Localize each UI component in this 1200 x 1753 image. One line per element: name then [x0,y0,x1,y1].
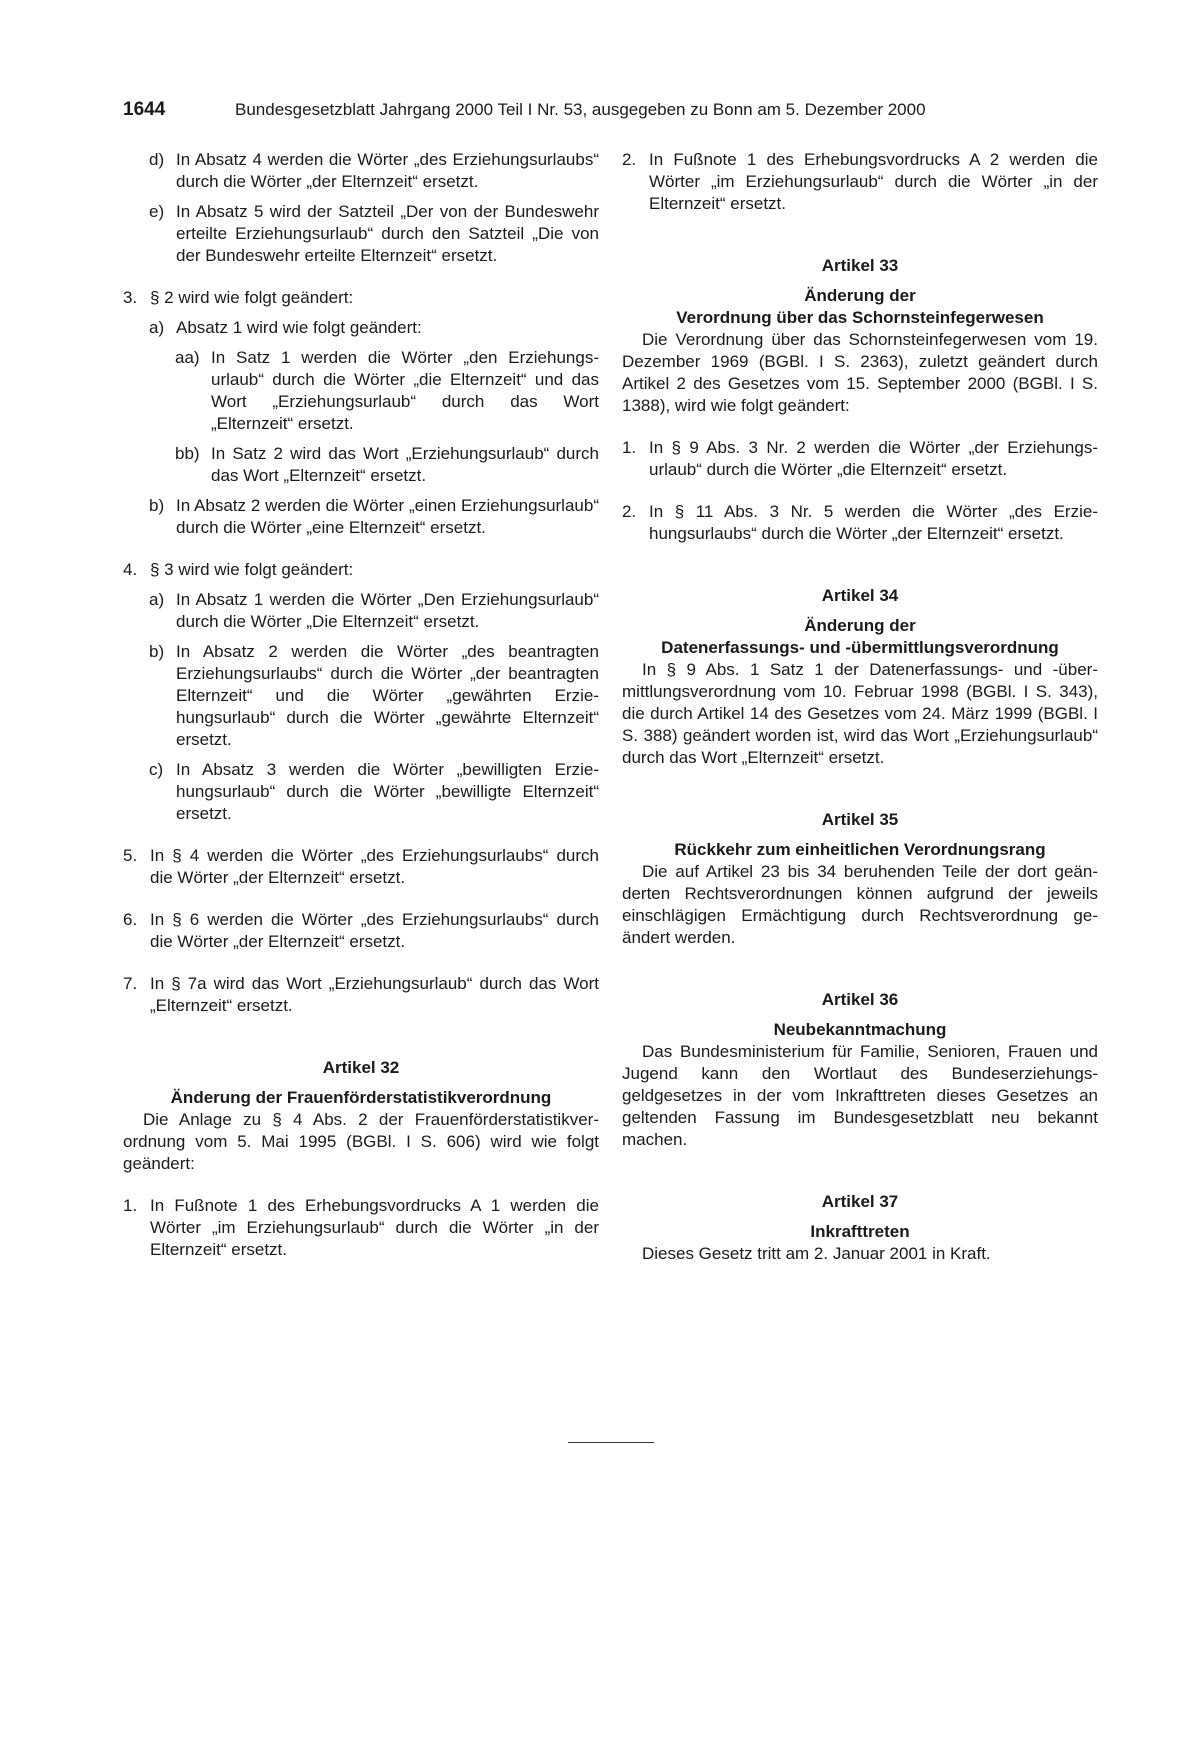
item-text: In Fußnote 1 des Erhebungsvordrucks A 2 werden die Wörter „im Erziehungsurlaub“ durch die Wörter „in der Elternzeit“ ersetzt. [649,150,1098,213]
item-text: In Absatz 2 werden die Wörter „einen Erziehungsurlaub“ durch die Wörter „eine Elternzeit“ ersetzt. [176,496,599,537]
article-heading: Artikel 36 [821,990,899,1009]
list-item [123,641,599,751]
item-text: In Absatz 1 werden die Wörter „Den Erziehungsurlaub“ durch die Wörter „Die Elternzeit“ ersetzt. [176,590,599,631]
list-item [622,437,1098,481]
article-paragraph: Die Verordnung über das Schornsteinfegerwesen vom 19. Dezember 1969 (BGBl. I S. 2363), zuletzt geändert durch Artikel 2 des Gesetzes vom 15. September 2000 (BGBl. I S. 1388), wird wie folgt geändert: [622,330,1098,415]
item-text: In Fußnote 1 des Erhebungsvordrucks A 1 werden die Wörter „im Erziehungsurlaub“ durch die Wörter „in der Elternzeit“ ersetzt. [150,1196,599,1259]
article-title: Änderung der Frauenförderstatistikverordnung [170,1088,552,1107]
list-item [123,317,599,339]
article-paragraph: Das Bundesministerium für Familie, Senioren, Frauen und Jugend kann den Wortlaut des Bundeserziehungsgeldgesetzes in der vom Inkrafttreten dieses Gesetzes an geltenden Fassung im Bundesgesetzblatt neu bekannt machen. [622,1042,1098,1149]
list-item [622,149,1098,215]
left-column [123,149,599,1261]
list-item [123,287,599,309]
item-number: 2. [622,150,637,169]
item-text: In Absatz 3 werden die Wörter „bewilligten Erziehungsurlaub“ durch die Wörter „bewilligte Elternzeit“ ersetzt. [176,760,599,823]
item-number: 5. [123,846,138,865]
item-number: bb) [175,444,200,463]
item-text: § 2 wird wie folgt geändert: [150,288,354,307]
article-title-line: Verordnung über das Schornsteinfegerwesen [676,308,1044,327]
article-title-line: Änderung der [804,286,916,305]
item-number: 3. [123,288,138,307]
item-number: b) [149,496,165,515]
item-number: a) [149,318,165,337]
list-item [123,973,599,1017]
item-number: 1. [123,1196,138,1215]
list-item [123,347,599,435]
list-item [123,759,599,825]
article-paragraph: Die Anlage zu § 4 Abs. 2 der Frauenförderstatistikverordnung vom 5. Mai 1995 (BGBl. I S. 606) wird wie folgt geändert: [123,1110,599,1173]
running-head: Bundesgesetzblatt Jahrgang 2000 Teil I Nr. 53, ausgegeben zu Bonn am 5. Dezember 2000 [235,100,926,119]
article-heading: Artikel 33 [821,256,899,275]
item-number: 6. [123,910,138,929]
item-number: e) [149,202,165,221]
list-item [123,845,599,889]
item-text: In § 9 Abs. 3 Nr. 2 werden die Wörter „der Erziehungsurlaub“ durch die Wörter „die Elternzeit“ ersetzt. [649,438,1098,479]
article-heading: Artikel 37 [821,1192,899,1211]
item-text: In Satz 1 werden die Wörter „den Erziehungsurlaub“ durch die Wörter „die Elternzeit“ und das Wort „Erziehungsurlaub“ durch das Wort „Elternzeit“ ersetzt. [211,348,599,433]
item-number: b) [149,642,165,661]
list-item [123,1195,599,1261]
article-title: Inkrafttreten [810,1222,910,1241]
list-item [123,149,599,193]
item-text: In § 7a wird das Wort „Erziehungsurlaub“ durch das Wort „Elternzeit“ ersetzt. [150,974,599,1015]
article-heading: Artikel 32 [322,1058,400,1077]
article-paragraph: In § 9 Abs. 1 Satz 1 der Datenerfassungs- und -übermittlungsverordnung vom 10. Februar 1998 (BGBl. I S. 343), die durch Artikel 14 des Gesetzes vom 24. März 1999 (BGBl. I S. 388) geändert worden ist, wird das Wort „Erziehungsurlaub“ durch das Wort „Elternzeit“ ersetzt. [622,660,1098,767]
item-text: In Absatz 5 wird der Satzteil „Der von der Bundeswehr erteilte Erziehungsurlaub“ durch den Satzteil „Die von der Bundeswehr erteilte Elternzeit“ ersetzt. [176,202,599,265]
item-number: 4. [123,560,138,579]
item-number: d) [149,150,165,169]
right-column [622,149,1098,1265]
item-number: 2. [622,502,637,521]
list-item [123,201,599,267]
item-text: In § 11 Abs. 3 Nr. 5 werden die Wörter „des Erziehungsurlaubs“ durch die Wörter „der Elternzeit“ ersetzt. [649,502,1098,543]
list-item [123,559,599,581]
list-item [123,495,599,539]
item-number: 7. [123,974,138,993]
closing-rule [568,1442,654,1443]
list-item [123,909,599,953]
item-number: a) [149,590,165,609]
item-text: Absatz 1 wird wie folgt geändert: [176,318,422,337]
item-text: In Absatz 2 werden die Wörter „des beantragten Erziehungsurlaubs“ durch die Wörter „der beantragten Elternzeit“ und die Wörter „gewährten Erziehungsurlaub“ durch die Wörter „gewährte Elternzeit“ ersetzt. [176,642,599,749]
list-item [622,501,1098,545]
item-text: In § 4 werden die Wörter „des Erziehungsurlaubs“ durch die Wörter „der Elternzeit“ ersetzt. [150,846,599,887]
item-text: In Satz 2 wird das Wort „Erziehungsurlaub“ durch das Wort „Elternzeit“ ersetzt. [211,444,599,485]
article-title: Neubekanntmachung [773,1020,947,1039]
item-number: 1. [622,438,637,457]
article-heading: Artikel 35 [821,810,899,829]
list-item [123,443,599,487]
page-header [123,99,1003,125]
item-number: c) [149,760,164,779]
list-item [123,589,599,633]
item-text: In § 6 werden die Wörter „des Erziehungsurlaubs“ durch die Wörter „der Elternzeit“ ersetzt. [150,910,599,951]
article-title-line: Datenerfassungs- und -übermittlungsverordnung [661,638,1059,657]
item-number: aa) [175,348,200,367]
article-paragraph: Dieses Gesetz tritt am 2. Januar 2001 in Kraft. [642,1244,991,1263]
page-number: 1644 [123,99,166,120]
article-title: Rückkehr zum einheitlichen Verordnungsrang [674,840,1046,859]
item-text: § 3 wird wie folgt geändert: [150,560,354,579]
article-paragraph: Die auf Artikel 23 bis 34 beruhenden Teile der dort geänderten Rechtsverordnungen können aufgrund der jeweils einschlägigen Ermächtigung durch Rechtsverordnung geändert werden. [622,862,1098,947]
article-title-line: Änderung der [804,616,916,635]
item-text: In Absatz 4 werden die Wörter „des Erziehungsurlaubs“ durch die Wörter „der Elternzeit“ ersetzt. [176,150,599,191]
article-heading: Artikel 34 [821,586,899,605]
